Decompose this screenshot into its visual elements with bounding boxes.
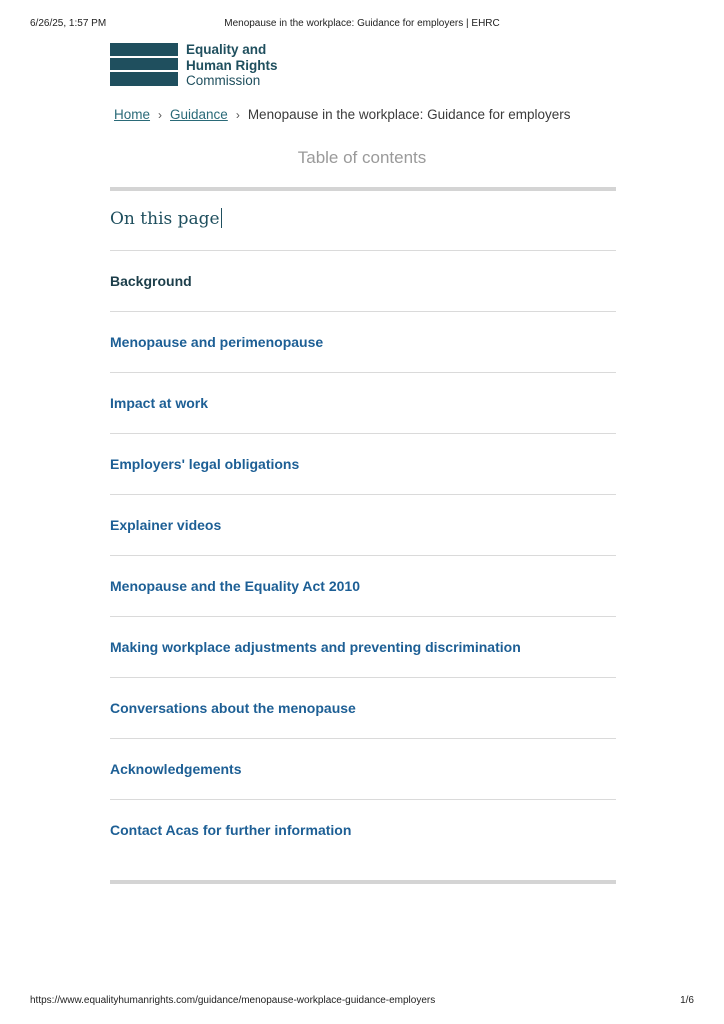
breadcrumb-current: Menopause in the workplace: Guidance for employers (247, 107, 571, 122)
print-page-title: Menopause in the workplace: Guidance for employers | EHRC (224, 18, 500, 29)
breadcrumb-home-link[interactable]: Home (114, 107, 151, 122)
toc-item (110, 556, 616, 617)
toc-link[interactable]: Employers' legal obligations (110, 456, 300, 472)
print-url: https://www.equalityhumanrights.com/guidance/menopause-workplace-guidance-employers (30, 995, 436, 1006)
toc-link[interactable]: Explainer videos (110, 517, 222, 533)
logo-line-1: Equality and (186, 42, 267, 57)
logo-mark-icon (110, 42, 178, 87)
toc-item (110, 495, 616, 556)
on-this-page-heading (110, 208, 222, 229)
on-this-page-label: On this page (110, 209, 220, 229)
toc-heading: Table of contents (297, 148, 427, 167)
toc-link[interactable]: Conversations about the menopause (110, 700, 356, 716)
toc-link[interactable]: Making workplace adjustments and preventing discrimination (110, 639, 521, 655)
chevron-right-icon: › (158, 108, 163, 122)
toc-link[interactable]: Menopause and perimenopause (110, 334, 324, 350)
logo-line-3: Commission (186, 73, 261, 88)
toc-link[interactable]: Background (110, 273, 192, 289)
toc-item (110, 617, 616, 678)
toc-link[interactable]: Menopause and the Equality Act 2010 (110, 578, 360, 594)
toc-item (110, 434, 616, 495)
toc-item (110, 312, 616, 373)
toc-item (110, 251, 616, 312)
logo-line-2: Human Rights (186, 57, 278, 73)
toc-item (110, 800, 616, 860)
breadcrumb-guidance-link[interactable]: Guidance (170, 107, 228, 122)
print-page-number: 1/6 (680, 995, 694, 1006)
toc-link[interactable]: Impact at work (110, 395, 209, 411)
toc-bottom-rule (110, 880, 616, 884)
breadcrumb (114, 107, 571, 122)
toc-item (110, 678, 616, 739)
toc-top-rule (110, 187, 616, 191)
print-datetime: 6/26/25, 1:57 PM (30, 18, 107, 29)
toc-item (110, 373, 616, 434)
text-cursor (221, 208, 222, 228)
toc-link[interactable]: Contact Acas for further information (110, 822, 352, 838)
toc-list (110, 251, 616, 860)
toc-item (110, 739, 616, 800)
chevron-right-icon: › (235, 108, 240, 122)
logo-wordmark (186, 42, 306, 89)
toc-link[interactable]: Acknowledgements (110, 761, 242, 777)
